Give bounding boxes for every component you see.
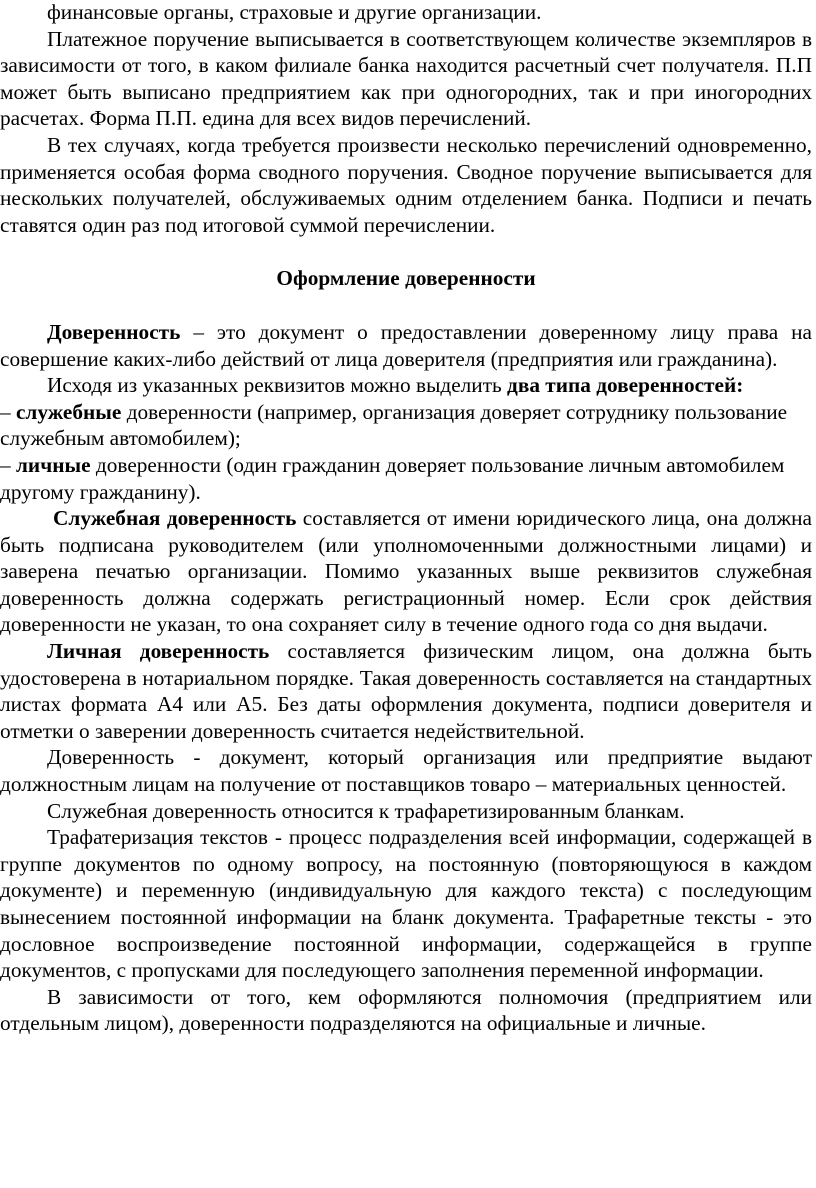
- list-item-personal-type: [0, 452, 812, 505]
- service-power-term: Служебная доверенность: [53, 506, 297, 531]
- list-item-service-type: [0, 399, 812, 452]
- types-intro-bold: два типа доверенностей:: [507, 373, 744, 398]
- paragraph-stenciling: Трафатеризация текстов - процесс подразделения всей информации, содержащей в группе документов по одному вопросу, на постоянную (повторяющуюся в каждом документе) и переменную (индивидуальную для каждого текста) с последующим вынесением постоянной информации на бланк документа. Трафаретные тексты - это дословное воспроизведение постоянной информации, содержащейся в группе документов, с пропусками для последующего заполнения переменной информации.: [0, 825, 812, 983]
- list-item-text: доверенности (например, организация доверяет сотруднику пользование служебным автомобилем);: [0, 399, 788, 451]
- list-dash: –: [0, 452, 16, 477]
- paragraph-power-document: Доверенность - документ, который организация или предприятие выдают должностным лицам на получение от поставщиков товаро – материальных ценностей.: [0, 745, 812, 797]
- paragraph-continuation: финансовые органы, страховые и другие организации.: [47, 0, 542, 24]
- list-item-text: доверенности (один гражданин доверяет пользование личным автомобилем другому гражданину).: [0, 452, 785, 504]
- list-item-bold: служебные: [15, 399, 122, 424]
- personal-power-text: составляется физическим лицом, она должна быть удостоверена в нотариальном порядке. Такая доверенность составляется на стандартных листах формата А4 или А5. Без даты оформления документа, подписи доверителя и отметки о заверении доверенность считается недействительной.: [0, 639, 812, 743]
- paragraph-service-power: [0, 505, 812, 638]
- paragraph-definition: [0, 319, 812, 372]
- paragraph-payment-order: Платежное поручение выписывается в соответствующем количестве экземпляров в зависимости от того, в каком филиале банка находится расчетный счет получателя. П.П может быть выписано предприятием как при одногородних, так и при иногородних расчетах. Форма П.П. едина для всех видов перечислений.: [0, 26, 812, 131]
- section-heading: Оформление доверенности: [276, 266, 536, 291]
- personal-power-term: Личная доверенность: [47, 639, 270, 664]
- list-item-bold: личные: [15, 452, 91, 477]
- paragraph-types-intro: [0, 372, 812, 399]
- paragraph-stencil-forms: Служебная доверенность относится к трафаретизированным бланкам.: [47, 798, 685, 823]
- service-power-text: составляется от имени юридического лица, она должна быть подписана руководителем (или уполномоченными должностными лицами) и заверена печатью организации. Помимо указанных выше реквизитов служебная доверенность должна содержать регистрационный номер. Если срок действия доверенности не указан, то она сохраняет силу в течение одного года со дня выдачи.: [0, 506, 812, 637]
- definition-term: Доверенность: [47, 319, 181, 344]
- paragraph-classification: В зависимости от того, кем оформляются полномочия (предприятием или отдельным лицом), доверенности подразделяются на официальные и личные.: [0, 984, 812, 1036]
- paragraph-summary-order: В тех случаях, когда требуется произвести несколько перечислений одновременно, применяется особая форма сводного поручения. Сводное поручение выписывается для нескольких получателей, обслуживаемых одним отделением банка. Подписи и печать ставятся один раз под итоговой суммой перечислении.: [0, 132, 812, 237]
- types-intro-text: Исходя из указанных реквизитов можно выделить: [47, 373, 508, 398]
- paragraph-personal-power: [0, 638, 812, 744]
- definition-text: – это документ о предоставлении доверенному лицу права на совершение каких-либо действий от лица доверителя (предприятия или гражданина).: [0, 319, 812, 371]
- list-dash: –: [0, 399, 16, 424]
